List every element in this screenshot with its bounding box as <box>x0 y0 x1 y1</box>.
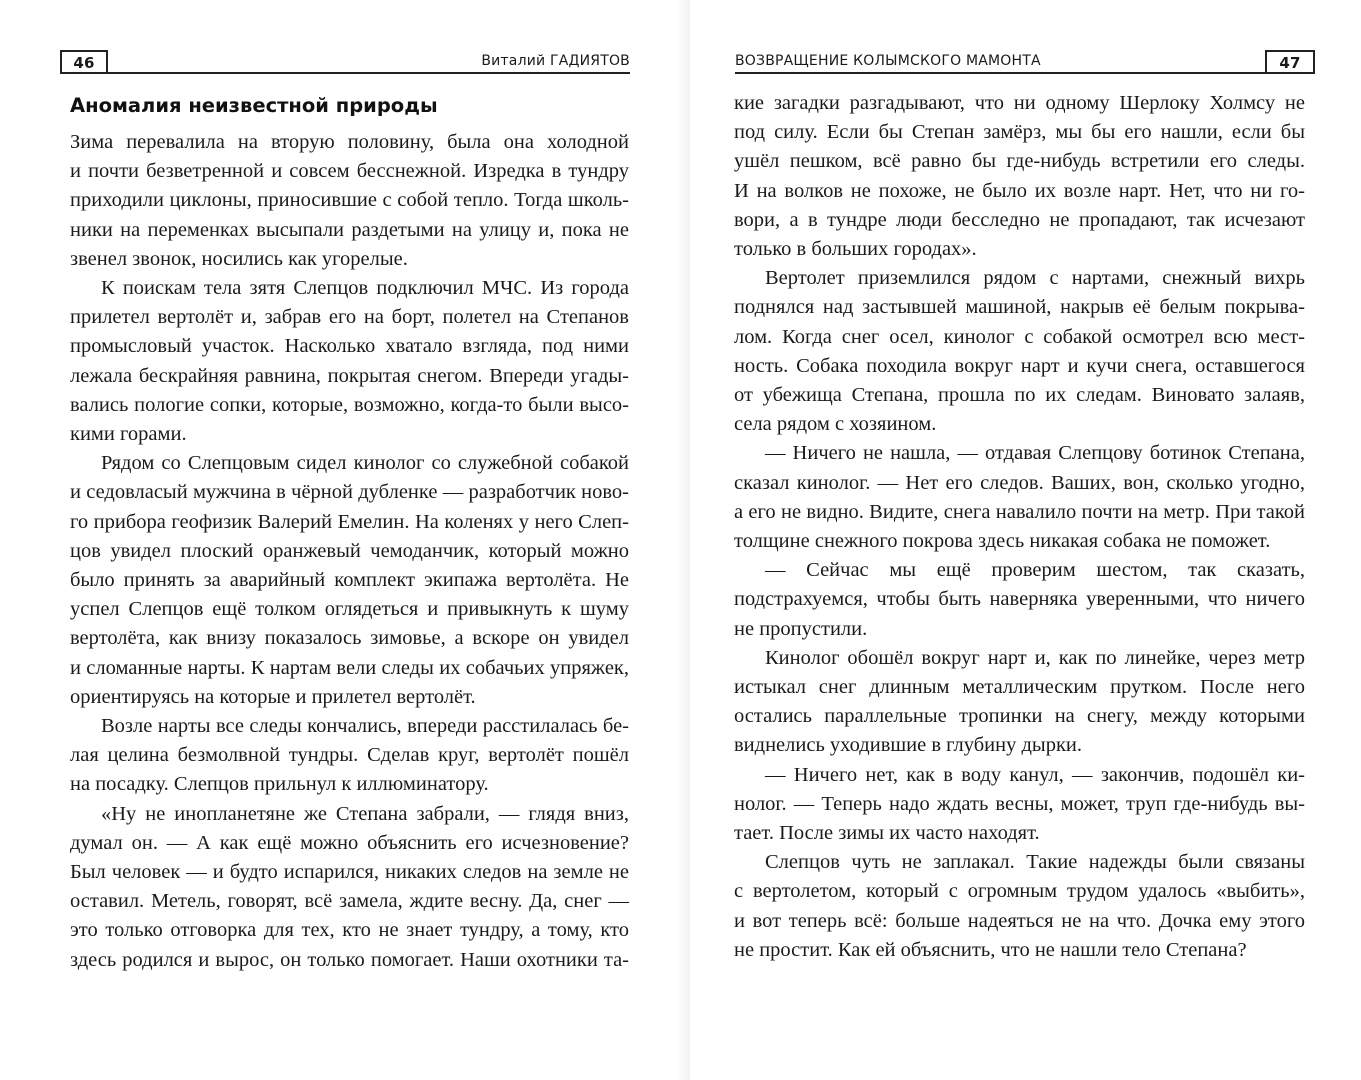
text-line: промысловый участок. Насколько хватало взгляда, под ними <box>70 335 629 358</box>
text-line: на посадку. Слепцов прильнул к иллюминатору. <box>70 773 489 796</box>
text-line: кими горами. <box>70 423 187 446</box>
text-line: вались пологие сопки, которые, возможно, когда-то были высо- <box>70 393 629 416</box>
text-line: лая целина безмолвной тундры. Сделав круг, вертолёт пошёл <box>70 744 629 767</box>
text-line: было принять за аварийный комплект экипажа вертолёта. Не <box>70 569 629 592</box>
text-line: цов увидел плоский оранжевый чемоданчик, который можно <box>70 539 629 562</box>
text-line: и вот теперь всё: больше надеяться не на что. Дочка ему этого <box>734 909 1305 932</box>
text-line: «Ну не инопланетяне же Степана забрали, — глядя вниз, <box>101 802 629 825</box>
text-line: Был человек — и будто испарился, никаких следов на земле не <box>70 861 629 884</box>
text-line: И на волков не похоже, не было их возле нарт. Нет, что ни го- <box>734 179 1305 202</box>
text-line: села рядом с хозяином. <box>734 413 937 436</box>
running-header-left <box>60 50 630 74</box>
text-line: — Ничего не нашла, — отдавая Слепцову ботинок Степана, <box>765 442 1305 465</box>
text-line: вертолёта, как внизу показалось зимовье, а вскоре он увидел <box>70 627 629 650</box>
text-line: подстрахуемся, чтобы быть наверняка уверенными, что ничего <box>734 588 1305 611</box>
text-line: вори, а в тундре люди бесследно не пропадают, так исчезают <box>734 208 1305 231</box>
text-line: Возле нарты все следы кончались, впереди расстилалась бе- <box>101 715 629 738</box>
text-line: звенел звонок, носились как угорелые. <box>70 247 408 270</box>
text-line: Вертолет приземлился рядом с нартами, снежный вихрь <box>765 267 1305 290</box>
text-line: кие загадки разгадывают, что ни одному Шерлоку Холмсу не <box>734 92 1305 114</box>
text-line: только в больших городах». <box>734 238 977 261</box>
body-text-right <box>734 89 1305 965</box>
text-line: остались параллельные тропинки на снегу, между которыми <box>734 705 1305 728</box>
text-line: Слепцов чуть не заплакал. Такие надежды были связаны <box>765 851 1305 874</box>
chapter-title: Аномалия неизвестной природы <box>70 94 438 117</box>
text-line: нолог. — Теперь надо ждать весны, может, труп где-нибудь вы- <box>734 792 1305 815</box>
text-line: от убежища Степана, прошла по их следам. Виновато залаяв, <box>734 384 1305 407</box>
text-line: поднялся над застывшей машиной, накрыв её белым покрыва- <box>734 296 1305 319</box>
text-line: ники на переменках высыпали раздетыми на улицу и, пока не <box>70 218 629 241</box>
text-line: сказал кинолог. — Нет его следов. Ваших, вон, сколько угодно, <box>734 471 1305 494</box>
text-line: го прибора геофизик Валерий Емелин. На коленях у него Слеп- <box>70 510 629 533</box>
text-line: это только отговорка для тех, кто не знает тундру, а тому, кто <box>70 919 629 942</box>
text-line: и сломанные нарты. К нартам вели следы их собачьих упряжек, <box>70 656 629 679</box>
right-page <box>690 0 1361 1080</box>
text-line: виднелись уходившие в глубину дырки. <box>734 734 1082 757</box>
text-line: Кинолог обошёл вокруг нарт и, как по линейке, через метр <box>765 646 1305 669</box>
text-line: Рядом со Слепцовым сидел кинолог со служебной собакой <box>101 452 629 475</box>
text-line: под силу. Если бы Степан замёрз, мы бы его нашли, если бы <box>734 121 1305 144</box>
text-line: оставил. Метель, говорят, всё замела, ждите весну. Да, снег — <box>70 890 629 913</box>
text-line: и почти безветренной и совсем бесснежной. Изредка в тундру <box>70 160 629 183</box>
text-line: успел Слепцов ещё толком оглядеться и привыкнуть к шуму <box>70 598 629 621</box>
text-line: толщине снежного покрова здесь никакая собака не поможет. <box>734 530 1271 553</box>
text-line: ориентируясь на которые и прилетел вертолёт. <box>70 685 476 708</box>
text-line: ность. Собака походила вокруг нарт и кучи снега, оставшегося <box>734 354 1305 377</box>
text-line: истыкал снег длинным металлическим прутком. После него <box>734 676 1305 699</box>
text-line: не простит. Как ей объяснить, что не нашли тело Степана? <box>734 938 1247 961</box>
text-line: приходили циклоны, приносившие с собой тепло. Тогда школь- <box>70 189 629 212</box>
text-line: здесь родился и вырос, он только помогает. Наши охотники та- <box>70 948 629 971</box>
text-line: — Ничего нет, как в воду канул, — закончив, подошёл ки- <box>765 763 1305 786</box>
text-line: тает. После зимы их часто находят. <box>734 822 1040 845</box>
book-title: ВОЗВРАЩЕНИЕ КОЛЫМСКОГО МАМОНТА <box>735 53 1041 69</box>
text-line: ушёл пешком, всё равно бы где-нибудь встретили его следы. <box>734 150 1305 173</box>
text-line: К поискам тела зятя Слепцов подключил МЧС. Из города <box>101 277 629 300</box>
text-line: прилетел вертолёт и, забрав его на борт, полетел на Степанов <box>70 306 629 329</box>
text-line: — Сейчас мы ещё проверим шестом, так сказать, <box>765 559 1305 582</box>
body-text-left <box>70 128 629 975</box>
text-line: не пропустили. <box>734 617 868 640</box>
running-header-right <box>735 50 1315 74</box>
page-number-right: 47 <box>1265 50 1315 74</box>
page-number-left: 46 <box>60 50 108 74</box>
text-line: а его не видно. Видите, снега навалило почти на метр. При такой <box>734 500 1305 523</box>
text-line: думал он. — А как ещё можно объяснить его исчезновение? <box>70 831 629 854</box>
text-line: лом. Когда снег осел, кинолог с собакой осмотрел всю мест- <box>734 325 1305 348</box>
text-line: с вертолетом, который с огромным трудом удалось «выбить», <box>734 880 1305 903</box>
text-line: и седовласый мужчина в чёрной дубленке — разработчик ново- <box>70 481 629 504</box>
author-name: Виталий ГАДИЯТОВ <box>481 53 630 69</box>
text-line: Зима перевалила на вторую половину, была она холодной <box>70 131 629 153</box>
text-line: лежала бескрайняя равнина, покрытая снегом. Впереди угады- <box>70 364 629 387</box>
